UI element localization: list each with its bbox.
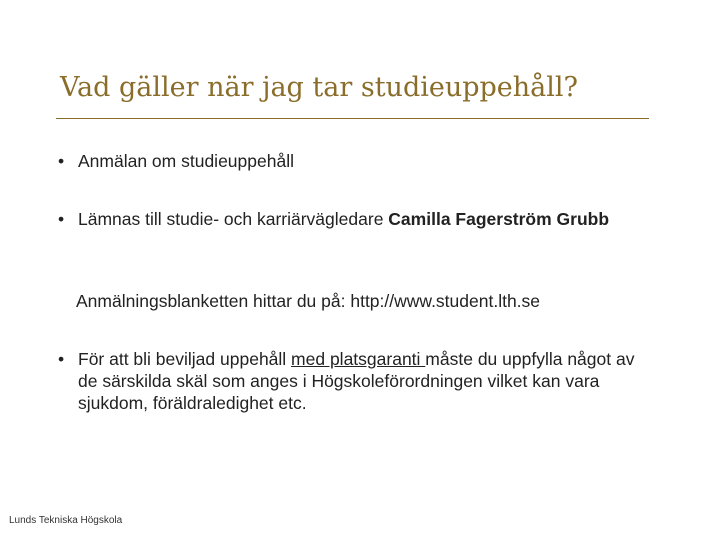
bullet-text	[78, 208, 648, 230]
bullet-text-plain-continued: måste du uppfylla något av de särskilda skäl som anges i Högskoleförordningen vilket kan vara sjukdom, föräldraledighet etc.	[78, 349, 635, 413]
bullet-text-plain: Lämnas till studie- och karriärvägledare	[78, 209, 389, 229]
bullet-marker: •	[58, 349, 65, 369]
bullet-item-submit-to	[58, 208, 648, 230]
bullet-text: Anmälan om studieuppehåll	[78, 151, 294, 171]
guarantee-underlined-text: med platsgaranti	[291, 349, 426, 369]
counselor-name: Camilla Fagerström Grubb	[388, 209, 610, 229]
bullet-item-requirements	[58, 348, 648, 414]
bullet-item-registration	[58, 150, 648, 172]
bullet-text	[78, 348, 648, 414]
title-divider	[56, 118, 649, 119]
bullet-marker: •	[58, 151, 65, 171]
bullet-marker: •	[58, 209, 65, 229]
bullet-text-plain: För att bli beviljad uppehåll	[78, 349, 292, 369]
form-location-line: Anmälningsblanketten hittar du på: http://www.student.lth.se	[76, 291, 541, 311]
slide-title: Vad gäller när jag tar studieuppehåll?	[60, 72, 579, 103]
footer-institution: Lunds Tekniska Högskola	[9, 515, 123, 526]
